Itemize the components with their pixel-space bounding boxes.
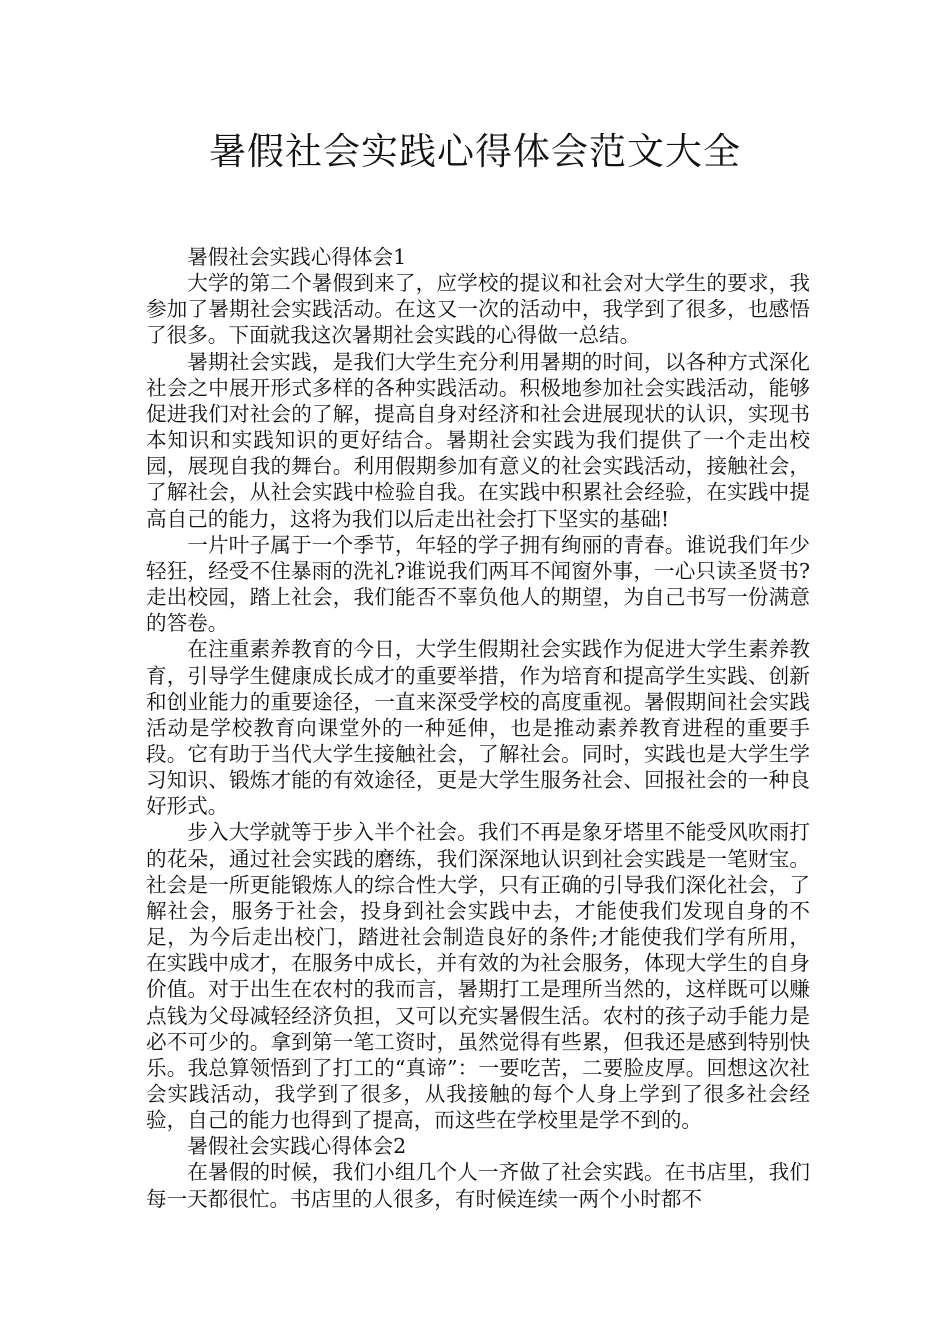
section-heading: 暑假社会实践心得体会1 (187, 245, 407, 269)
body-paragraph: 步入大学就等于步入半个社会。我们不再是象牙塔里不能受风吹雨打的花朵，通过社会实践的磨练，我们深深地认识到社会实践是一笔财宝。社会是一所更能锻炼人的综合性大学，只有正确的引导我们深化社会，了解社会，服务于社会，投身到社会实践中去，才能使我们发现自身的不足，为今后走出校门，踏进社会制造良好的条件;才能使我们学有所用，在实践中成才，在服务中成长，并有效的为社会服务，体现大学生的自身价值。对于出生在农村的我而言，暑期打工是理所当然的，这样既可以赚点钱为父母减轻经济负担，又可以充实暑假生活。农村的孩子动手能力是必不可少的。拿到第一笔工资时，虽然觉得有些累，但我还是感到特别快乐。我总算领悟到了打工的“真谛”：一要吃苦，二要脸皮厚。回想这次社会实践活动，我学到了很多，从我接触的每个人身上学到了很多社会经验，自己的能力也得到了提高，而这些在学校里是学不到的。 (146, 820, 810, 1133)
document-title: 暑假社会实践心得体会范文大全 (209, 130, 741, 173)
body-paragraph: 一片叶子属于一个季节，年轻的学子拥有绚丽的青春。谁说我们年少轻狂，经受不住暴雨的洗礼?谁说我们两耳不闻窗外事，一心只读圣贤书?走出校园，踏上社会，我们能否不辜负他人的期望，为自己书写一份满意的答卷。 (146, 532, 810, 636)
body-paragraph: 暑期社会实践，是我们大学生充分利用暑期的时间，以各种方式深化社会之中展开形式多样的各种实践活动。积极地参加社会实践活动，能够促进我们对社会的了解，提高自身对经济和社会进展现状的认识，实现书本知识和实践知识的更好结合。暑期社会实践为我们提供了一个走出校园，展现自我的舞台。利用假期参加有意义的社会实践活动，接触社会，了解社会，从社会实践中检验自我。在实践中积累社会经验，在实践中提高自己的能力，这将为我们以后走出社会打下坚实的基础! (146, 349, 810, 531)
body-paragraph: 大学的第二个暑假到来了，应学校的提议和社会对大学生的要求，我参加了暑期社会实践活动。在这又一次的活动中，我学到了很多，也感悟了很多。下面就我这次暑期社会实践的心得做一总结。 (146, 271, 810, 348)
section-heading: 暑假社会实践心得体会2 (187, 1134, 407, 1159)
body-paragraph: 在注重素养教育的今日，大学生假期社会实践作为促进大学生素养教育，引导学生健康成长成才的重要举措，作为培育和提高学生实践、创新和创业能力的重要途径，一直来深受学校的高度重视。暑假期间社会实践活动是学校教育向课堂外的一种延伸，也是推动素养教育进程的重要手段。它有助于当代大学生接触社会，了解社会。同时，实践也是大学生学习知识、锻炼才能的有效途径，更是大学生服务社会、回报社会的一种良好形式。 (146, 637, 810, 819)
document-body (146, 244, 810, 1212)
body-paragraph: 在暑假的时候，我们小组几个人一齐做了社会实践。在书店里，我们每一天都很忙。书店里的人很多，有时候连续一两个小时都不 (146, 1160, 810, 1211)
